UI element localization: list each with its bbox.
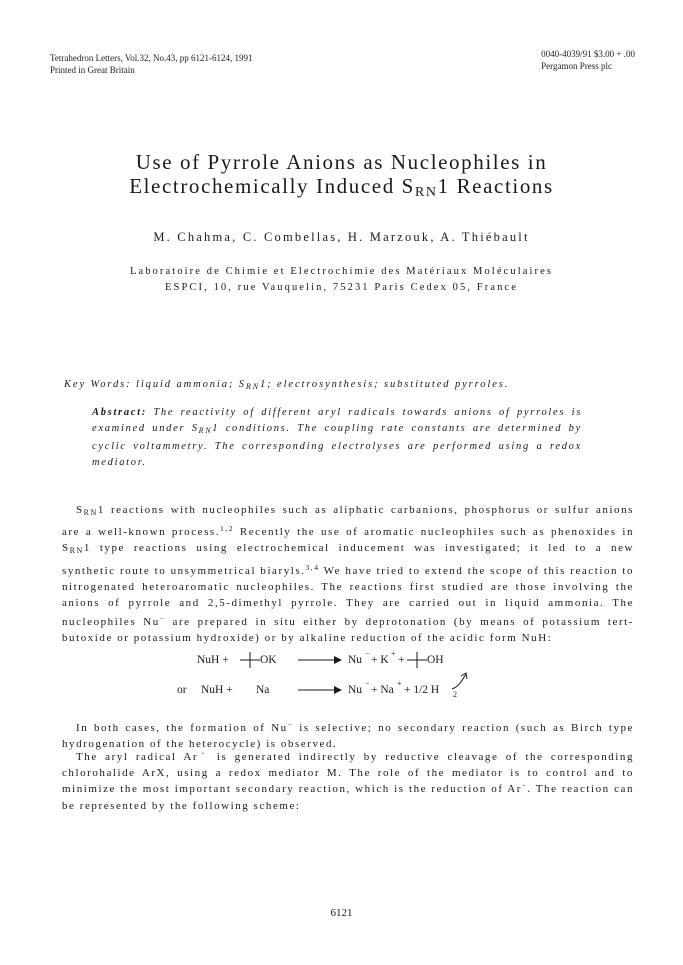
eq1-product-sep: + — [398, 654, 405, 666]
srn-subscript-2: RN — [69, 546, 84, 556]
eq2-product-h2: + 1/2 H — [404, 684, 440, 696]
eq1-product-nu: Nu — [348, 654, 363, 666]
eq1-plus: + — [391, 649, 396, 658]
abstract — [92, 405, 582, 471]
title-line-2 — [0, 174, 683, 205]
paper-title — [0, 150, 683, 205]
intro-text-e: are prepared in situ either by deprotonation (by means of potassium tert-butoxide or potassium hydroxide) or by alkaline reduction of the acidic form NuH: — [62, 616, 635, 645]
eq-or: or — [177, 684, 187, 696]
eq2-product-na: + Na — [371, 684, 394, 696]
title-subscript: RN — [414, 185, 438, 200]
intro-text-a: 1 reactions with nucleophiles such as aliphatic carbanions, phosphorus or sulfur anions are a well-known process. — [62, 504, 634, 539]
eq2-reactant-nuh: NuH + — [201, 684, 233, 696]
journal-citation: Tetrahedron Letters, Vol.32, No.43, pp 6121-6124, 1991 — [50, 53, 253, 63]
abstract-subscript: RN — [198, 426, 213, 435]
eq2-reactant-na: Na — [256, 684, 270, 696]
paragraph-aryl-radical: The aryl radical Ar˙ is generated indirectly by reductive cleavage of the corresponding chlorohalide ArX, using a redox mediator M. The role of the mediator is to control and to minimize the most important secondary reaction, which is the reduction of Ar˙. The reaction can be represented by the following scheme: — [62, 751, 634, 812]
gas-evolution-arrow — [452, 673, 467, 689]
anion-charge: − — [159, 614, 166, 624]
paragraph-selectivity — [62, 717, 634, 752]
eq1-minus: − — [365, 649, 370, 658]
abstract-text: The reactivity of different aryl radicals towards anions of pyrroles is examined under S — [92, 407, 582, 434]
eq1-reactant-ok: OK — [260, 654, 277, 666]
title-text-end: 1 Reactions — [437, 174, 554, 198]
abstract-text-end: 1 conditions. The coupling rate constants are determined by cyclic voltammetry. The corresponding electrolyses are performed using a redox mediator. — [92, 423, 582, 468]
title-line-1: Use of Pyrrole Anions as Nucleophiles in — [135, 150, 548, 174]
keywords-subscript: RN — [245, 382, 260, 391]
eq1-product-oh: OH — [427, 654, 444, 666]
intro-text-c: 1 type reactions using electrochemical inducement was investigated; it led to a new synthetic route to unsymmetrical biaryls. — [62, 542, 634, 577]
author-list: M. Chahma, C. Combellas, H. Marzouk, A. Thiébault — [153, 230, 530, 244]
eq2-h2-subscript: 2 — [453, 690, 457, 699]
publisher-header — [541, 48, 635, 72]
affiliation-lab: Laboratoire de Chimie et Electrochimie des Matériaux Moléculaires — [129, 266, 554, 277]
eq1-product-k: + K — [371, 654, 389, 666]
keywords-text-end: 1; electrosynthesis; substituted pyrroles. — [259, 379, 510, 390]
tert-butyl-symbol-2 — [407, 652, 427, 668]
reference-1-2: 1,2 — [220, 524, 235, 534]
selectivity-text-b: is selective; no secondary reaction (such as Birch type hydrogenation of the heterocycle) is observed. — [62, 722, 634, 751]
title-text: Electrochemically Induced S — [129, 174, 415, 198]
anion-charge-2: − — [287, 720, 294, 729]
srn-prefix: S — [76, 504, 84, 516]
intro-text-b: Recently the use of aromatic nucleophiles such as phenoxides in S — [62, 526, 634, 555]
publisher-name: Pergamon Press plc — [541, 61, 612, 71]
abstract-label: Abstract: — [92, 407, 147, 418]
tert-butyl-symbol-1 — [240, 652, 260, 668]
keywords — [64, 379, 634, 391]
reaction-arrow-1 — [298, 656, 342, 664]
eq1-reactant-nuh: NuH + — [197, 654, 229, 666]
page-number: 6121 — [330, 907, 353, 919]
paragraph-intro — [62, 502, 634, 647]
srn-subscript: RN — [83, 508, 98, 517]
eq2-plus: + — [397, 679, 402, 688]
issn-code: 0040-4039/91 $3.00 + .00 — [541, 49, 635, 59]
affiliation-address: ESPCI, 10, rue Vauquelin, 75231 Paris Cedex 05, France — [165, 282, 518, 293]
reaction-arrow-2 — [298, 686, 342, 694]
affiliation — [0, 264, 683, 296]
reference-3-4: 3,4 — [305, 562, 320, 572]
journal-header — [50, 52, 253, 76]
eq2-product-nu: Nu — [348, 684, 363, 696]
eq2-minus: − — [365, 679, 370, 688]
intro-text-d: We have tried to extend the scope of this reaction to nitrogenated heteroaromatic nucleophiles. The reactions first studied are those involving the anions of pyrrole and 2,5-dimethyl pyrrole. They are carried out in liquid ammonia. The nucleophiles Nu — [62, 564, 635, 629]
keywords-text: liquid ammonia; S — [131, 379, 246, 390]
selectivity-text-a: In both cases, the formation of Nu — [76, 722, 288, 734]
printed-note: Printed in Great Britain — [50, 65, 135, 75]
keywords-label: Key Words: — [64, 379, 132, 390]
